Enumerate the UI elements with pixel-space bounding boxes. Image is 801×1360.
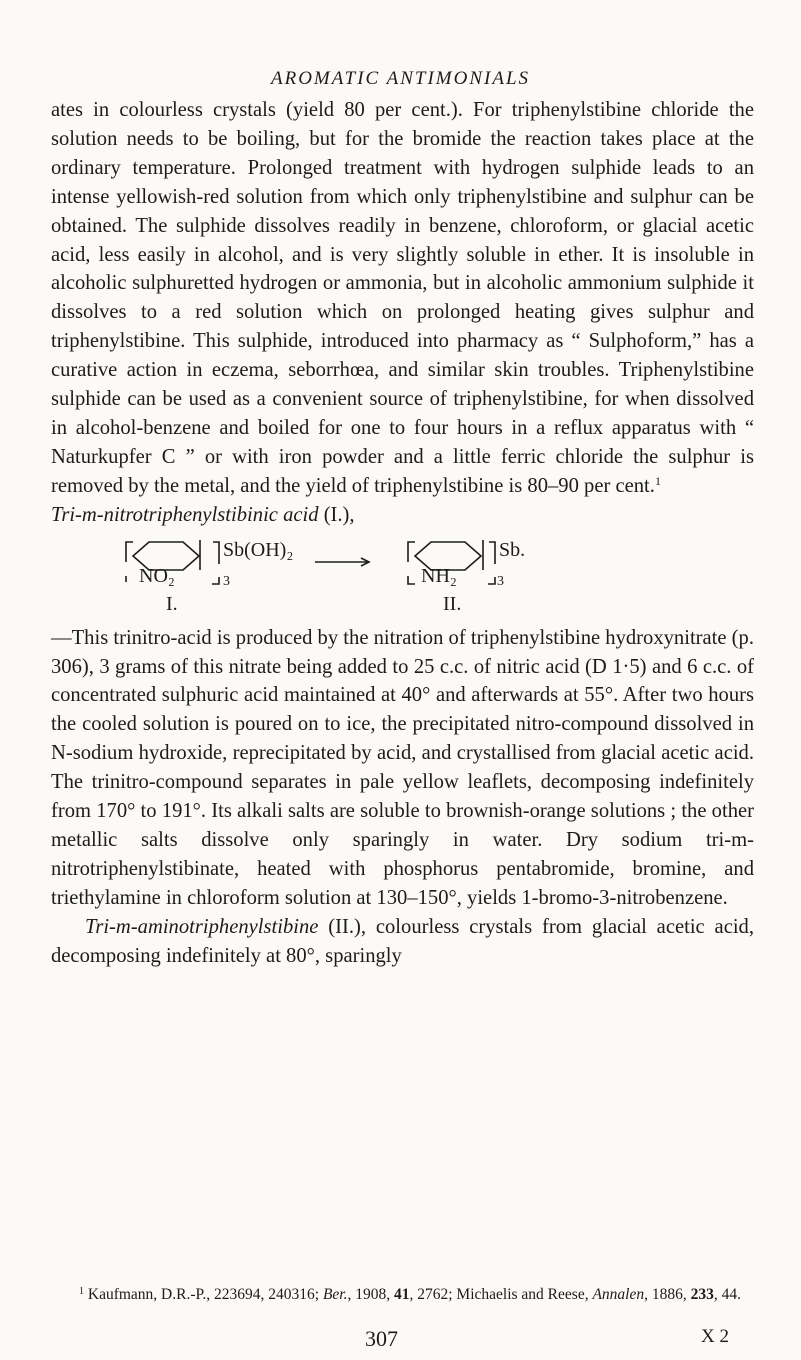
heading-1-locant: m [81, 503, 97, 526]
left-close-bracket-top [213, 542, 219, 564]
footnote-journal-annalen: Annalen [592, 1286, 645, 1303]
paragraph-1-text: ates in colourless crystals (yield 80 per cent.). For triphenylstibine chloride the solution needs to be boiling, but for the bromide the reaction takes place at the ordinary temperature. Prolonged treatment with hydrogen sulphide leads to an intense yellowish-red solution from which only triphenylstibine and sulphur can be obtained. The sulphide dissolves readily in benzene, chloroform, or glacial acetic acid, less easily in alcohol, and is very slightly soluble in ether. It is insoluble in alcoholic sulphuretted hydrogen or ammonia, but in alcoholic ammonium sulphide it dissolves to a red solution which on prolonged heating gives sulphur and triphenylstibine. This sulphide, introduced into pharmacy as “ Sulphoform,” has a curative action in eczema, seborrhœa, and similar skin troubles. Triphenylstibine sulphide can be used as a convenient source of triphenylstibine, for when dissolved in alcohol-benzene and boiled for one to four hours in a reflux apparatus with “ Naturkupfer C ” or with iron powder and a little ferric chloride the sulphur is removed by the metal, and the yield of triphenylstibine is 80–90 per cent. [51, 99, 754, 497]
paragraph-2: —This trinitro-acid is produced by the nitration of triphenylstibine hydroxynitrate (p. 306), 3 grams of this nitrate being added to 25 c.c. of nitric acid (D 1·5) and 6 c.c. of concentrated sulphuric acid maintained at 40° and afterwards at 55°. After two hours the cooled solution is poured on to ice, the precipitated nitro-compound dissolved in N-sodium hydroxide, reprecipitated by acid, and crystallised from glacial acetic acid. The trinitro-compound separates in pale yellow leaflets, decomposing indefinitely from 170° to 191°. Its alkali salts are soluble to brownish-orange solutions ; the other metallic salts dissolve only sparingly in water. Dry sodium tri-m-nitrotriphenylstibinate, heated with phosphorus pentabromide, bromine, and triethylamine in chloroform solution at 130–150°, yields 1-bromo-3-nitrobenzene. [51, 626, 754, 909]
heading-2-prefix: Tri- [85, 915, 116, 938]
heading-2-locant: m [115, 915, 131, 938]
right-open-bracket-top [408, 542, 415, 562]
left-subscript: 3 [223, 573, 230, 589]
footnote-text: Kaufmann, D.R.-P., 223694, 240316; [84, 1286, 323, 1303]
right-open-bracket-bottom [408, 576, 415, 584]
left-nitro-group: NO₂ [139, 564, 175, 587]
footnote-reference[interactable]: 1 [654, 473, 661, 488]
right-compound-label: II. [443, 592, 462, 615]
compound-heading-1 [51, 501, 754, 530]
signature-mark: X 2 [701, 1326, 729, 1347]
reaction-scheme-drawing [111, 532, 711, 624]
right-close-bracket-bottom [488, 577, 495, 584]
right-amino-group: NH₂ [421, 564, 457, 587]
footnote-text: , 2762; Michaelis and Reese, [409, 1286, 593, 1303]
footnote-text: , 1886, [644, 1286, 691, 1303]
heading-2-name: -aminotriphenylstibine [130, 915, 319, 938]
page-number: 307 [365, 1326, 398, 1351]
paragraph-1 [51, 96, 754, 501]
right-subscript: 3 [497, 573, 504, 589]
footnote-text: , 1908, [347, 1286, 394, 1303]
right-antimony-group: Sb. [499, 538, 526, 561]
heading-1-prefix: Tri- [51, 503, 82, 526]
footnote-text: , 44. [713, 1286, 741, 1303]
footnote-volume: 41 [394, 1286, 410, 1303]
footnote-journal-ber: Ber. [322, 1286, 348, 1303]
footnote-marker: 1 [79, 1286, 84, 1297]
footnote-volume: 233 [690, 1286, 714, 1303]
heading-1-name: -nitrotriphenylstibinic acid [96, 503, 319, 526]
heading-2-text: (II.), colourless crystals from glacial acetic acid, decomposing indefinitely at 80°, sparingly [51, 915, 754, 967]
body-text [51, 96, 754, 970]
running-head: AROMATIC ANTIMONIALS [270, 68, 531, 89]
right-close-bracket-top [489, 542, 495, 564]
left-compound-label: I. [166, 592, 178, 615]
reaction-scheme [51, 532, 754, 624]
footnote-1 [51, 1284, 754, 1305]
left-open-bracket-top [126, 542, 133, 562]
footnote [51, 1284, 754, 1305]
compound-heading-2 [51, 913, 754, 971]
heading-1-label: (I.), [318, 503, 355, 526]
left-close-bracket-bottom [212, 577, 219, 584]
left-antimony-group: Sb(OH)₂ [223, 538, 294, 561]
